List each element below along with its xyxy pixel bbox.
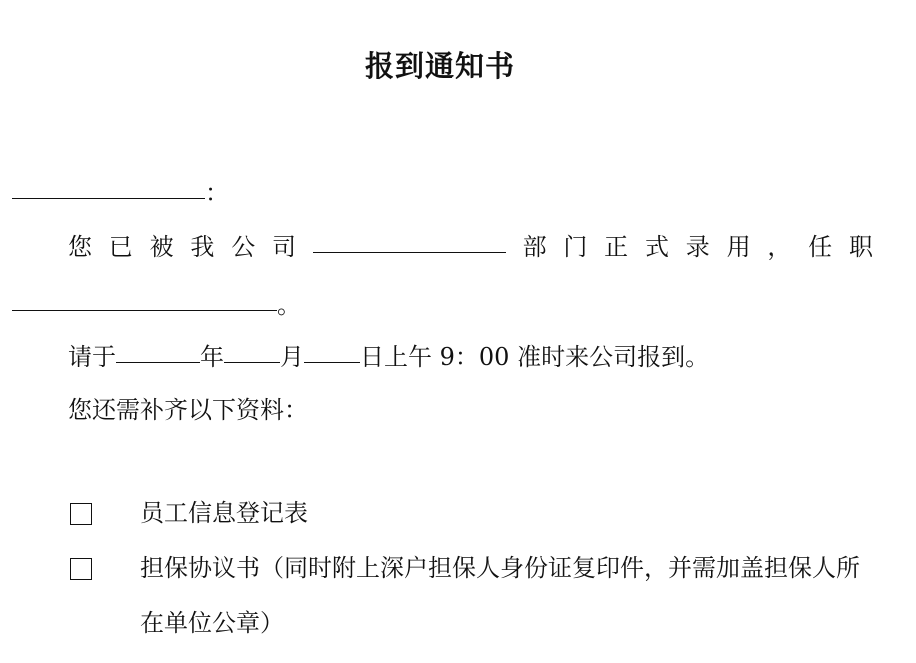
hire-char: 已 [108, 233, 133, 261]
day-blank [304, 338, 360, 363]
materials-intro: 您还需补齐以下资料： [68, 396, 308, 424]
hire-line [68, 230, 873, 262]
hire-char: 职 [848, 233, 873, 261]
hire-char: 式 [644, 233, 669, 261]
hire-char: 正 [604, 233, 629, 261]
name-blank [12, 174, 205, 199]
position-end: 。 [277, 291, 301, 319]
hire-char: 司 [271, 233, 296, 261]
checklist-item-text: 担保协议书（同时附上深户担保人身份证复印件，并需加盖担保人所在单位公章） [140, 554, 860, 637]
checklist-item [68, 553, 888, 663]
position-blank [12, 286, 277, 311]
month-blank [224, 338, 280, 363]
year-label: 年 [200, 343, 224, 371]
report-prefix: 请于 [68, 343, 116, 371]
month-label: 月 [280, 343, 304, 371]
hire-char: 我 [190, 233, 215, 261]
hire-char: 录 [685, 233, 710, 261]
position-line [12, 288, 301, 320]
checkbox-icon[interactable] [70, 503, 92, 525]
checkbox-icon[interactable] [70, 558, 92, 580]
hire-char: 您 [68, 233, 92, 261]
hire-char: 被 [149, 233, 174, 261]
salutation-line [12, 176, 229, 208]
year-blank [116, 338, 200, 363]
hire-char: 门 [563, 233, 588, 261]
report-suffix: 日上午 9：00 准时来公司报到。 [360, 343, 710, 371]
checklist-item-text: 员工信息登记表 [140, 499, 308, 527]
report-line [68, 340, 709, 372]
hire-char: 用 [726, 233, 751, 261]
salutation-colon: ： [205, 179, 229, 207]
hire-char: 任 [808, 233, 833, 261]
hire-char: ， [767, 233, 792, 261]
document-title: 报到通知书 [364, 49, 515, 83]
department-blank [313, 228, 506, 253]
hire-char: 部 [522, 233, 547, 261]
hire-char: 公 [231, 233, 256, 261]
